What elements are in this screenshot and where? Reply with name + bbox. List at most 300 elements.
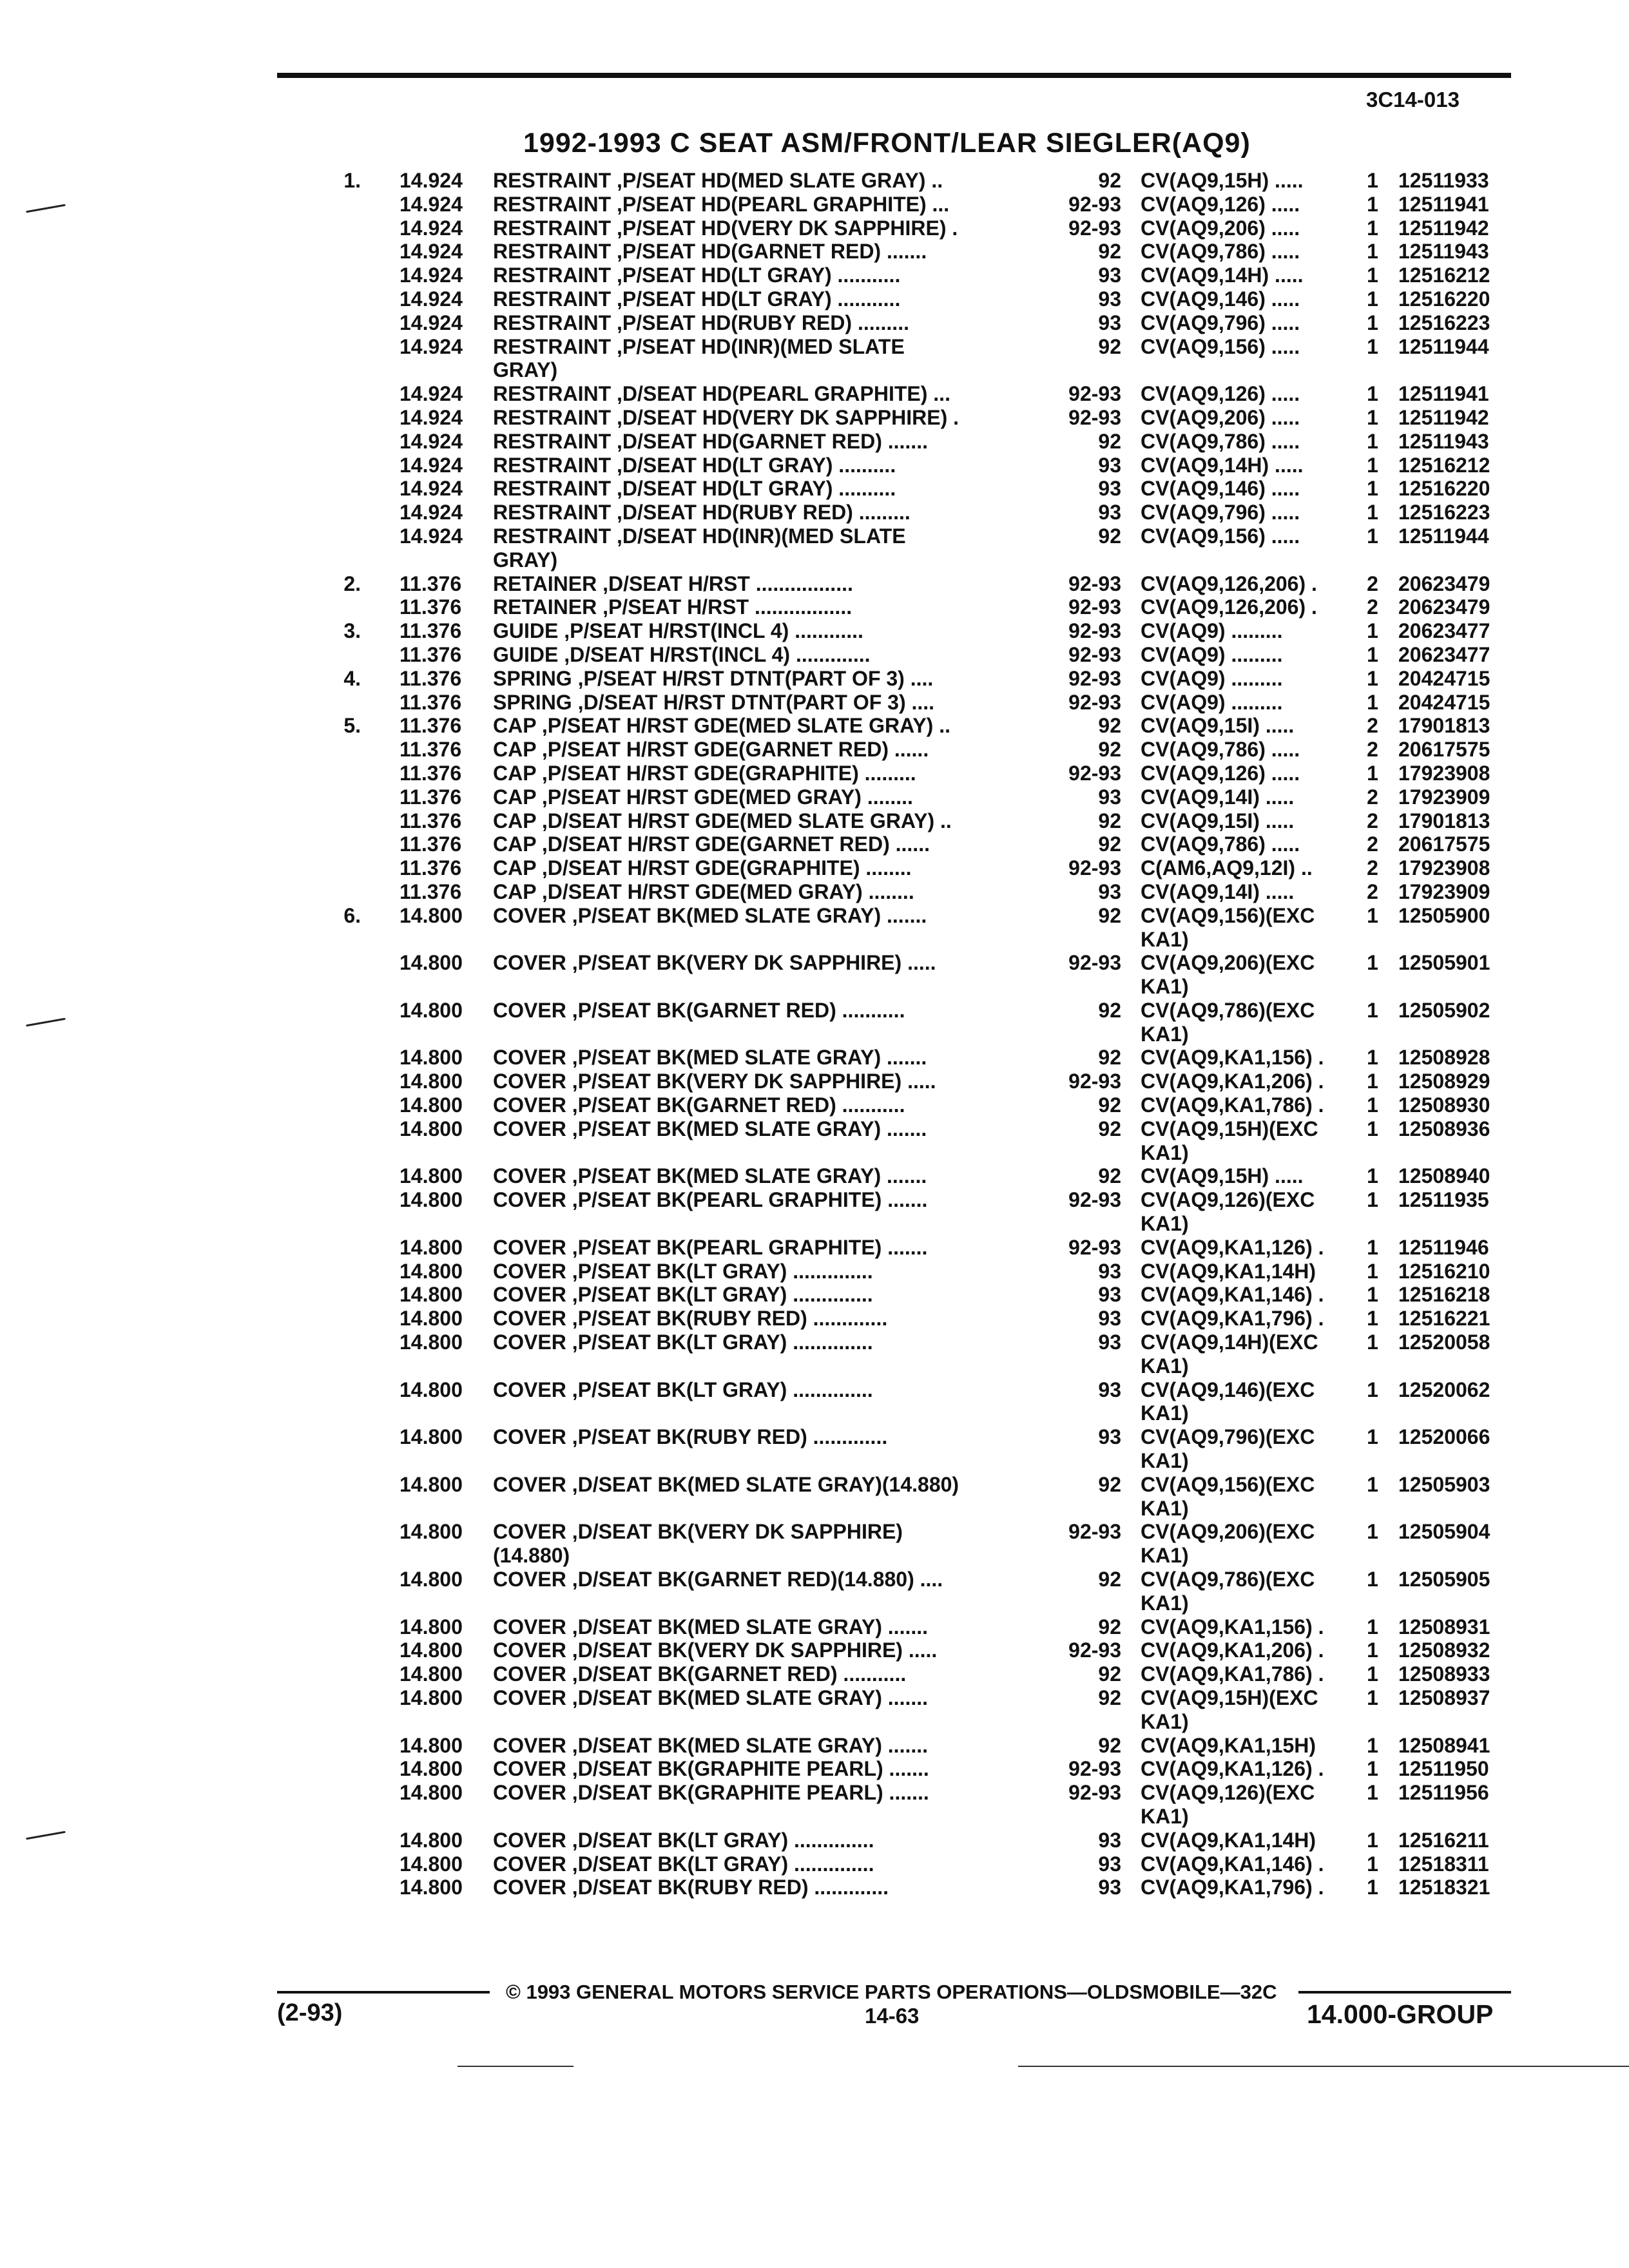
usage-code: CV(AQ9,15I) ..... [1141, 809, 1295, 832]
table-row [335, 406, 1527, 430]
quantity: 1 [1367, 453, 1378, 477]
table-row [335, 311, 1527, 335]
model-year: 92 [1098, 1686, 1121, 1709]
margin-mark [26, 1831, 66, 1840]
group-number: 14.924 [400, 311, 463, 334]
table-row [335, 477, 1527, 501]
table-row [335, 880, 1527, 904]
revision-date: (2-93) [277, 1999, 343, 2026]
part-description: RESTRAINT ,D/SEAT HD(LT GRAY) .......... [493, 477, 896, 501]
usage-code: KA1) [1141, 1212, 1189, 1236]
usage-code: CV(AQ9) ......... [1141, 666, 1283, 690]
group-number: 14.800 [400, 1568, 463, 1591]
part-number: 12520066 [1398, 1425, 1490, 1449]
part-number: 20424715 [1398, 690, 1490, 714]
usage-code: CV(AQ9,146)(EXC [1141, 1378, 1315, 1401]
usage-code: CV(AQ9,14H) ..... [1141, 264, 1304, 287]
part-number: 17901813 [1398, 714, 1490, 738]
model-year: 92 [1098, 169, 1121, 192]
group-number: 14.800 [400, 1259, 463, 1283]
usage-code: KA1) [1141, 1140, 1189, 1164]
part-number: 20617575 [1398, 832, 1490, 856]
model-year: 93 [1098, 1378, 1121, 1401]
part-description: GUIDE ,P/SEAT H/RST(INCL 4) ............ [493, 619, 863, 643]
group-number: 14.924 [400, 405, 463, 429]
margin-mark [26, 204, 66, 213]
group-number: 14.800 [400, 1235, 463, 1259]
model-year: 92-93 [1068, 572, 1121, 595]
usage-code: KA1) [1141, 1022, 1189, 1046]
quantity: 1 [1367, 216, 1378, 240]
table-row [335, 1331, 1527, 1354]
part-number: 20623477 [1398, 619, 1490, 643]
scan-line [458, 2066, 574, 2067]
quantity: 1 [1367, 405, 1378, 429]
model-year: 92-93 [1068, 1235, 1121, 1259]
group-number: 14.800 [400, 1876, 463, 1899]
quantity: 1 [1367, 1757, 1378, 1781]
quantity: 2 [1367, 738, 1378, 762]
table-row [335, 1378, 1527, 1402]
table-row [335, 951, 1527, 975]
quantity: 1 [1367, 1117, 1378, 1140]
usage-code: CV(AQ9,KA1,796) . [1141, 1307, 1324, 1331]
group-number: 14.924 [400, 501, 463, 524]
part-description: RESTRAINT ,D/SEAT HD(RUBY RED) ......... [493, 501, 911, 524]
part-number: 12511943 [1398, 240, 1489, 264]
group-number: 11.376 [400, 619, 462, 643]
table-row [335, 999, 1527, 1023]
group-number: 14.924 [400, 477, 463, 501]
usage-code: CV(AQ9,206)(EXC [1141, 1520, 1315, 1544]
model-year: 93 [1098, 264, 1121, 287]
part-number: 12520062 [1398, 1378, 1490, 1401]
usage-code: CV(AQ9,15H)(EXC [1141, 1117, 1318, 1140]
usage-code: CV(AQ9,146) ..... [1141, 287, 1300, 311]
part-description: COVER ,P/SEAT BK(MED SLATE GRAY) ....... [493, 1046, 927, 1070]
part-description: RESTRAINT ,D/SEAT HD(GARNET RED) ....... [493, 429, 928, 453]
part-number: 12508936 [1398, 1117, 1490, 1140]
group-number: 14.924 [400, 169, 463, 192]
table-row [335, 1188, 1527, 1212]
footer-rule-right [1298, 1991, 1511, 1994]
model-year: 92-93 [1068, 405, 1121, 429]
key-number: 2. [343, 572, 361, 595]
table-row [335, 738, 1527, 762]
quantity: 1 [1367, 1733, 1378, 1757]
quantity: 1 [1367, 1662, 1378, 1686]
table-row [335, 1568, 1527, 1591]
table-row [335, 1307, 1527, 1331]
table-row [335, 1591, 1527, 1615]
part-description: SPRING ,P/SEAT H/RST DTNT(PART OF 3) .... [493, 666, 934, 690]
group-number: 14.800 [400, 1331, 463, 1354]
table-row [335, 1662, 1527, 1686]
part-number: 12511942 [1398, 405, 1489, 429]
part-number: 12505904 [1398, 1520, 1490, 1544]
table-row [335, 595, 1527, 619]
copyright-notice: © 1993 GENERAL MOTORS SERVICE PARTS OPERATIONS—OLDSMOBILE—32C [506, 1981, 1277, 2003]
usage-code: CV(AQ9,15H) ..... [1141, 169, 1304, 192]
quantity: 1 [1367, 1568, 1378, 1591]
quantity: 1 [1367, 1686, 1378, 1709]
quantity: 1 [1367, 1876, 1378, 1899]
quantity: 1 [1367, 477, 1378, 501]
usage-code: CV(AQ9,KA1,156) . [1141, 1046, 1324, 1070]
part-description: COVER ,D/SEAT BK(RUBY RED) ............. [493, 1876, 889, 1899]
model-year: 92 [1098, 998, 1121, 1022]
part-number: 20623479 [1398, 572, 1490, 595]
group-number: 11.376 [400, 642, 462, 666]
model-year: 92-93 [1068, 951, 1121, 975]
part-description: COVER ,D/SEAT BK(LT GRAY) .............. [493, 1852, 874, 1876]
model-year: 93 [1098, 1828, 1121, 1852]
key-number: 6. [343, 903, 361, 927]
quantity: 1 [1367, 429, 1378, 453]
part-description: COVER ,P/SEAT BK(PEARL GRAPHITE) ....... [493, 1188, 928, 1212]
table-row [335, 714, 1527, 738]
group-number: 14.800 [400, 1164, 463, 1188]
part-number: 12508931 [1398, 1615, 1490, 1639]
part-description: RETAINER ,D/SEAT H/RST ................. [493, 572, 853, 595]
quantity: 1 [1367, 998, 1378, 1022]
part-number: 12516220 [1398, 287, 1490, 311]
usage-code: CV(AQ9,KA1,146) . [1141, 1852, 1324, 1876]
part-description: GRAY) [493, 358, 558, 382]
quantity: 1 [1367, 1828, 1378, 1852]
quantity: 1 [1367, 1852, 1378, 1876]
part-description: RESTRAINT ,D/SEAT HD(VERY DK SAPPHIRE) . [493, 405, 959, 429]
usage-code: KA1) [1141, 1354, 1189, 1378]
table-row [335, 856, 1527, 880]
usage-code: KA1) [1141, 1804, 1189, 1828]
usage-code: CV(AQ9,126) ..... [1141, 382, 1300, 406]
part-number: 20623479 [1398, 595, 1490, 619]
quantity: 1 [1367, 192, 1378, 216]
part-description: CAP ,D/SEAT H/RST GDE(MED GRAY) ........ [493, 879, 914, 903]
group-number: 11.376 [400, 690, 462, 714]
model-year: 92-93 [1068, 666, 1121, 690]
part-description: RETAINER ,P/SEAT H/RST ................. [493, 595, 853, 619]
quantity: 1 [1367, 524, 1378, 548]
usage-code: CV(AQ9,KA1,126) . [1141, 1235, 1324, 1259]
group-number: 11.376 [400, 856, 462, 880]
usage-code: CV(AQ9,KA1,14H) [1141, 1259, 1316, 1283]
usage-code: CV(AQ9,126,206) . [1141, 572, 1317, 595]
part-number: 12511943 [1398, 429, 1489, 453]
table-row [335, 1710, 1527, 1734]
quantity: 1 [1367, 1188, 1378, 1212]
usage-code: CV(AQ9,14H)(EXC [1141, 1331, 1318, 1354]
model-year: 93 [1098, 453, 1121, 477]
usage-code: CV(AQ9,156) ..... [1141, 524, 1300, 548]
part-number: 12508928 [1398, 1046, 1490, 1070]
part-description: CAP ,D/SEAT H/RST GDE(GRAPHITE) ........ [493, 856, 912, 880]
part-description: COVER ,P/SEAT BK(LT GRAY) .............. [493, 1378, 873, 1401]
quantity: 1 [1367, 1070, 1378, 1093]
group-number: 11.376 [400, 666, 462, 690]
usage-code: CV(AQ9,KA1,15H) [1141, 1733, 1316, 1757]
quantity: 1 [1367, 1615, 1378, 1639]
quantity: 1 [1367, 382, 1378, 406]
quantity: 1 [1367, 1235, 1378, 1259]
table-row [335, 501, 1527, 524]
model-year: 92 [1098, 1472, 1121, 1496]
part-number: 12520058 [1398, 1331, 1490, 1354]
table-row [335, 1686, 1527, 1710]
usage-code: CV(AQ9,15I) ..... [1141, 714, 1295, 738]
group-number: 11.376 [400, 714, 462, 738]
model-year: 92 [1098, 524, 1121, 548]
part-number: 20617575 [1398, 738, 1490, 762]
group-number: 14.800 [400, 1117, 463, 1140]
usage-code: CV(AQ9,15H)(EXC [1141, 1686, 1318, 1709]
part-description: RESTRAINT ,P/SEAT HD(LT GRAY) ........... [493, 264, 901, 287]
model-year: 92-93 [1068, 192, 1121, 216]
model-year: 92-93 [1068, 1070, 1121, 1093]
part-description: COVER ,P/SEAT BK(RUBY RED) ............. [493, 1307, 888, 1331]
table-row [335, 619, 1527, 643]
group-number: 11.376 [400, 879, 462, 903]
part-number: 12508940 [1398, 1164, 1490, 1188]
part-number: 12505900 [1398, 903, 1490, 927]
group-number: 14.800 [400, 1757, 463, 1781]
group-number: 14.800 [400, 1425, 463, 1449]
model-year: 93 [1098, 477, 1121, 501]
group-number: 14.800 [400, 1283, 463, 1307]
usage-code: CV(AQ9,206) ..... [1141, 405, 1300, 429]
part-description: COVER ,D/SEAT BK(GARNET RED)(14.880) .... [493, 1568, 943, 1591]
part-description: COVER ,D/SEAT BK(MED SLATE GRAY) ....... [493, 1733, 929, 1757]
part-description: CAP ,P/SEAT H/RST GDE(GARNET RED) ...... [493, 738, 929, 762]
quantity: 1 [1367, 666, 1378, 690]
table-row [335, 691, 1527, 715]
usage-code: CV(AQ9) ......... [1141, 619, 1283, 643]
group-number: 14.800 [400, 1781, 463, 1805]
quantity: 1 [1367, 169, 1378, 192]
usage-code: CV(AQ9,786) ..... [1141, 738, 1300, 762]
part-number: 12511941 [1398, 192, 1489, 216]
table-row [335, 216, 1527, 240]
part-description: SPRING ,D/SEAT H/RST DTNT(PART OF 3) .... [493, 690, 935, 714]
part-description: COVER ,D/SEAT BK(GRAPHITE PEARL) ....... [493, 1757, 929, 1781]
group-number: 11.376 [400, 832, 462, 856]
part-number: 12511956 [1398, 1781, 1489, 1805]
quantity: 1 [1367, 1378, 1378, 1401]
model-year: 93 [1098, 1425, 1121, 1449]
group-number: 11.376 [400, 738, 462, 762]
usage-code: CV(AQ9,786) ..... [1141, 240, 1300, 264]
part-description: COVER ,D/SEAT BK(MED SLATE GRAY) ....... [493, 1615, 929, 1639]
group-number: 14.924 [400, 264, 463, 287]
part-description: RESTRAINT ,P/SEAT HD(INR)(MED SLATE [493, 334, 905, 358]
model-year: 92 [1098, 1615, 1121, 1639]
model-year: 92 [1098, 1046, 1121, 1070]
usage-code: CV(AQ9,126,206) . [1141, 595, 1317, 619]
usage-code: CV(AQ9,KA1,796) . [1141, 1876, 1324, 1899]
group-number: 14.800 [400, 1520, 463, 1544]
table-row [335, 1544, 1527, 1568]
group-number: 11.376 [400, 785, 462, 809]
part-number: 12511935 [1398, 1188, 1489, 1212]
usage-code: KA1) [1141, 1401, 1189, 1425]
group-number: 11.376 [400, 809, 462, 832]
group-number: 11.376 [400, 572, 462, 595]
quantity: 1 [1367, 690, 1378, 714]
table-row [335, 643, 1527, 667]
usage-code: KA1) [1141, 1496, 1189, 1520]
quantity: 2 [1367, 714, 1378, 738]
table-row [335, 1023, 1527, 1046]
usage-code: CV(AQ9,796)(EXC [1141, 1425, 1315, 1449]
part-number: 12505905 [1398, 1568, 1490, 1591]
part-number: 12505901 [1398, 951, 1490, 975]
table-row [335, 1070, 1527, 1093]
part-number: 17923908 [1398, 856, 1490, 880]
table-row [335, 1734, 1527, 1758]
key-number: 4. [343, 666, 361, 690]
group-number: 14.924 [400, 240, 463, 264]
quantity: 1 [1367, 1093, 1378, 1117]
part-number: 12516221 [1398, 1307, 1490, 1331]
usage-code: CV(AQ9,126) ..... [1141, 761, 1300, 785]
group-number: 14.800 [400, 998, 463, 1022]
quantity: 1 [1367, 1472, 1378, 1496]
model-year: 92 [1098, 1093, 1121, 1117]
part-description: COVER ,D/SEAT BK(GARNET RED) ........... [493, 1662, 907, 1686]
part-number: 12518321 [1398, 1876, 1490, 1899]
usage-code: CV(AQ9,14I) ..... [1141, 785, 1295, 809]
usage-code: CV(AQ9,126)(EXC [1141, 1188, 1315, 1212]
key-number: 3. [343, 619, 361, 643]
group-number: 14.800 [400, 1615, 463, 1639]
usage-code: CV(AQ9,206) ..... [1141, 216, 1300, 240]
part-number: 12508941 [1398, 1733, 1490, 1757]
part-number: 12516212 [1398, 264, 1490, 287]
table-row [335, 240, 1527, 264]
table-row [335, 1425, 1527, 1449]
part-number: 12511944 [1398, 524, 1489, 548]
header-rule [277, 73, 1511, 78]
table-row [335, 454, 1527, 477]
quantity: 1 [1367, 311, 1378, 334]
parts-list [335, 169, 1527, 1899]
part-number: 12511941 [1398, 382, 1489, 406]
part-description: COVER ,P/SEAT BK(MED SLATE GRAY) ....... [493, 1164, 927, 1188]
model-year: 92 [1098, 738, 1121, 762]
model-year: 92 [1098, 1733, 1121, 1757]
part-description: CAP ,D/SEAT H/RST GDE(MED SLATE GRAY) .. [493, 809, 952, 832]
part-number: 17923909 [1398, 879, 1490, 903]
model-year: 93 [1098, 1331, 1121, 1354]
model-year: 93 [1098, 1283, 1121, 1307]
table-row [335, 1212, 1527, 1236]
group-number: 14.924 [400, 192, 463, 216]
part-number: 20424715 [1398, 666, 1490, 690]
part-description: CAP ,D/SEAT H/RST GDE(GARNET RED) ...... [493, 832, 930, 856]
table-row [335, 1639, 1527, 1662]
usage-code: CV(AQ9,KA1,206) . [1141, 1070, 1324, 1093]
part-description: COVER ,P/SEAT BK(GARNET RED) ........... [493, 1093, 905, 1117]
usage-code: CV(AQ9,156) ..... [1141, 334, 1300, 358]
table-row [335, 928, 1527, 952]
table-row [335, 430, 1527, 454]
page-number: 14-63 [865, 2004, 920, 2028]
part-description: COVER ,D/SEAT BK(VERY DK SAPPHIRE) [493, 1520, 903, 1544]
quantity: 1 [1367, 1259, 1378, 1283]
quantity: 1 [1367, 1781, 1378, 1805]
margin-mark [26, 1018, 66, 1027]
usage-code: KA1) [1141, 1544, 1189, 1568]
quantity: 1 [1367, 501, 1378, 524]
usage-code: CV(AQ9,786) ..... [1141, 429, 1300, 453]
quantity: 1 [1367, 1425, 1378, 1449]
table-row [335, 1473, 1527, 1497]
model-year: 92 [1098, 1117, 1121, 1140]
usage-code: KA1) [1141, 1449, 1189, 1473]
model-year: 92-93 [1068, 216, 1121, 240]
part-description: RESTRAINT ,P/SEAT HD(RUBY RED) ......... [493, 311, 909, 334]
usage-code: CV(AQ9,KA1,206) . [1141, 1639, 1324, 1662]
footer-rule-left [277, 1991, 490, 1994]
quantity: 1 [1367, 1331, 1378, 1354]
part-description: RESTRAINT ,P/SEAT HD(GARNET RED) ....... [493, 240, 927, 264]
table-row [335, 1236, 1527, 1260]
table-row [335, 904, 1527, 928]
usage-code: CV(AQ9,KA1,146) . [1141, 1283, 1324, 1307]
part-description: COVER ,P/SEAT BK(PEARL GRAPHITE) ....... [493, 1235, 928, 1259]
part-number: 17923909 [1398, 785, 1490, 809]
table-row [335, 1164, 1527, 1188]
group-number: 14.800 [400, 1472, 463, 1496]
table-row [335, 1805, 1527, 1829]
quantity: 1 [1367, 264, 1378, 287]
table-row [335, 1615, 1527, 1639]
part-description: RESTRAINT ,D/SEAT HD(PEARL GRAPHITE) ... [493, 382, 950, 406]
table-row [335, 335, 1527, 359]
part-number: 20623477 [1398, 642, 1490, 666]
part-description: COVER ,P/SEAT BK(LT GRAY) .............. [493, 1259, 873, 1283]
part-number: 12516223 [1398, 501, 1490, 524]
key-number: 5. [343, 714, 361, 738]
part-description: COVER ,D/SEAT BK(GRAPHITE PEARL) ....... [493, 1781, 929, 1805]
usage-code: CV(AQ9,14H) ..... [1141, 453, 1304, 477]
part-number: 12516212 [1398, 453, 1490, 477]
quantity: 1 [1367, 761, 1378, 785]
table-row [335, 1283, 1527, 1307]
model-year: 92-93 [1068, 1781, 1121, 1805]
model-year: 93 [1098, 501, 1121, 524]
group-number: 14.800 [400, 1307, 463, 1331]
table-row [335, 1141, 1527, 1165]
quantity: 1 [1367, 951, 1378, 975]
table-row [335, 264, 1527, 287]
quantity: 2 [1367, 856, 1378, 880]
part-description: COVER ,D/SEAT BK(MED SLATE GRAY)(14.880) [493, 1472, 959, 1496]
part-description: RESTRAINT ,D/SEAT HD(LT GRAY) .......... [493, 453, 896, 477]
part-number: 12516220 [1398, 477, 1490, 501]
model-year: 93 [1098, 1259, 1121, 1283]
group-number: 14.924 [400, 287, 463, 311]
model-year: 93 [1098, 879, 1121, 903]
quantity: 1 [1367, 1046, 1378, 1070]
part-number: 12518311 [1398, 1852, 1489, 1876]
part-number: 12516211 [1398, 1828, 1489, 1852]
table-row [335, 382, 1527, 406]
part-description: COVER ,P/SEAT BK(RUBY RED) ............. [493, 1425, 888, 1449]
table-row [335, 524, 1527, 548]
model-year: 93 [1098, 1307, 1121, 1331]
